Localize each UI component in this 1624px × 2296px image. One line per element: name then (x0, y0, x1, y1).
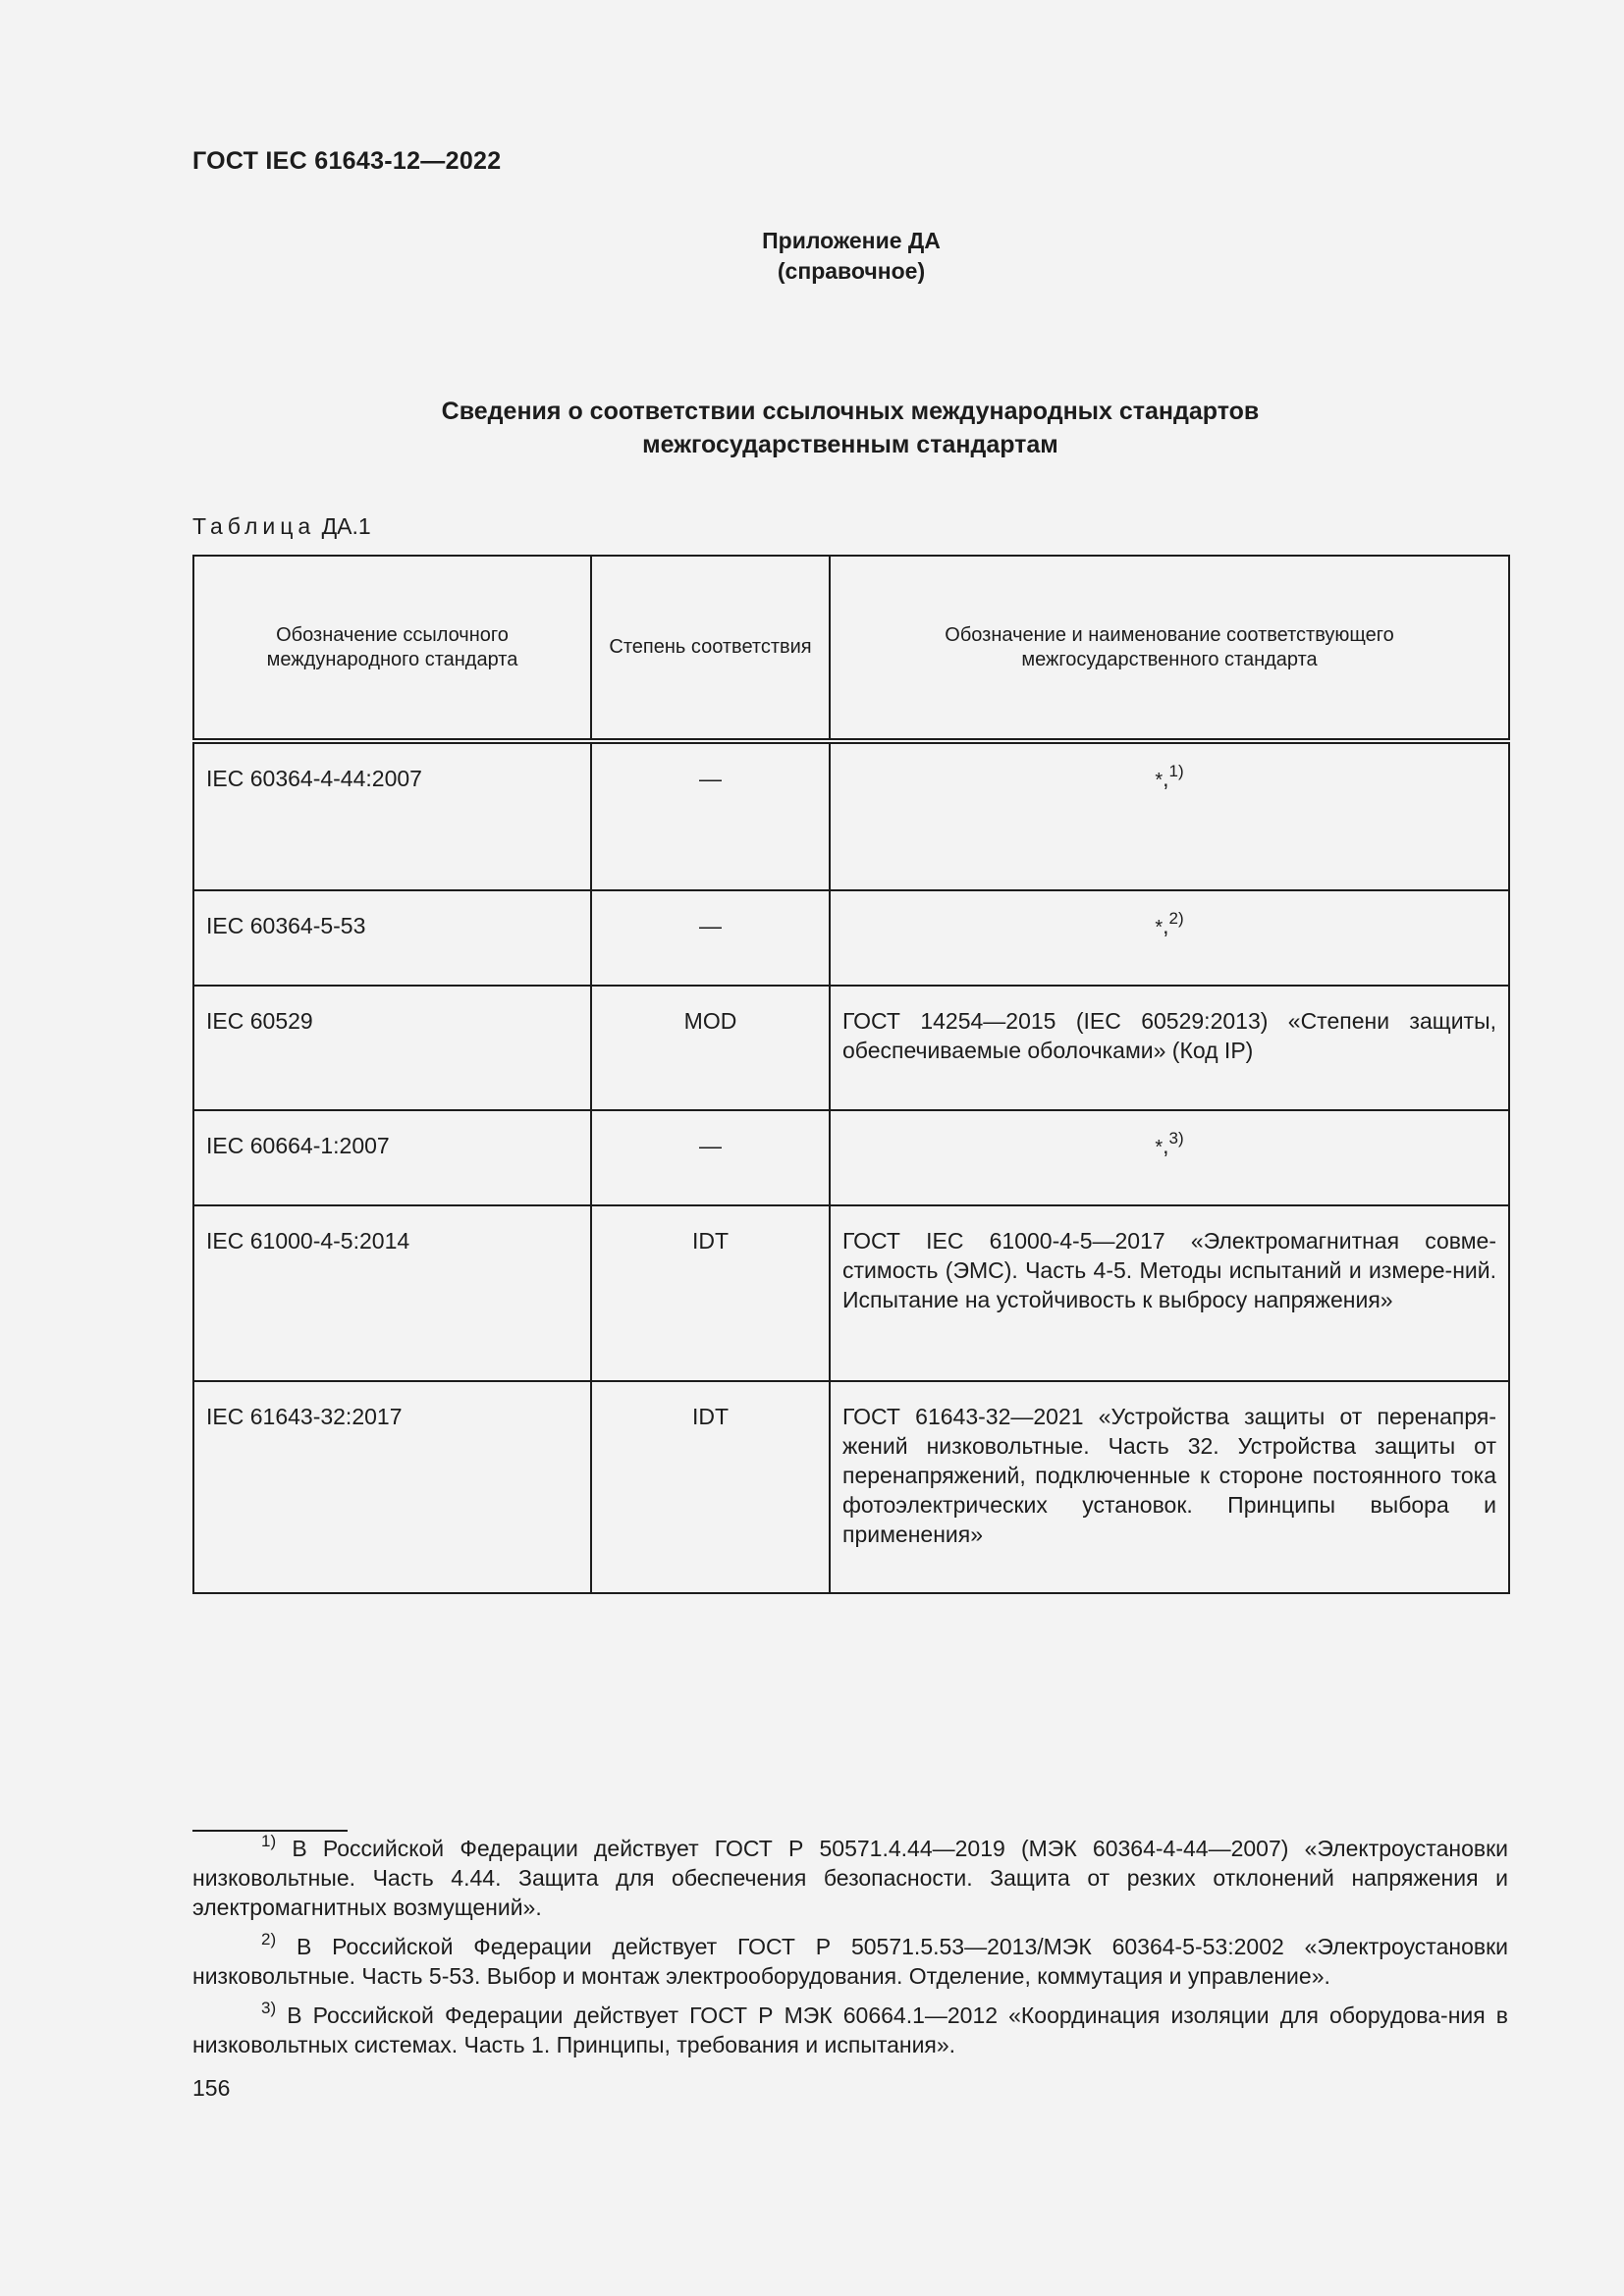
table-row (193, 1381, 1509, 1593)
table-row (193, 890, 1509, 986)
degree-cell: — (591, 741, 830, 890)
reference-cell: IEC 60364-4-44:2007 (193, 741, 591, 890)
footnote-text: В Российской Федерации действует ГОСТ Р 50571.4.44—2019 (МЭК 60364-4-44—2007) «Электроустановки низковольтные. Часть 4.44. Защита для обеспечения безопасности. Защита от резких отклонений напряжения и электромагнитных возмущений». (192, 1836, 1508, 1920)
asterisk-mark: * (1155, 1137, 1164, 1158)
standard-cell: ГОСТ IEC 61000-4-5—2017 «Электромагнитная совме-стимость (ЭМС). Часть 4-5. Методы испытаний и измере-ний. Испытание на устойчивость к выбросу напряжения» (830, 1205, 1509, 1381)
section-title (192, 395, 1508, 461)
table-row (193, 1110, 1509, 1205)
annex-subtitle: (справочное) (777, 258, 926, 284)
asterisk-mark: * (1155, 917, 1164, 938)
annex-title: Приложение ДА (762, 228, 941, 253)
reference-cell: IEC 61643-32:2017 (193, 1381, 591, 1593)
standard-cell: ГОСТ 61643-32—2021 «Устройства защиты от перенапря-жений низковольтные. Часть 32. Устройства защиты от перенапряжений, подключенные к стороне постоянного тока фотоэлектрических установок. Принципы выбора и применения» (830, 1381, 1509, 1593)
degree-cell: — (591, 890, 830, 986)
footnote (192, 1834, 1508, 1922)
table-row (193, 986, 1509, 1110)
degree-cell: — (591, 1110, 830, 1205)
asterisk-mark: * (1155, 770, 1164, 791)
column-header-standard: Обозначение и наименование соответствующего межгосударственного стандарта (830, 556, 1509, 741)
reference-cell: IEC 61000-4-5:2014 (193, 1205, 591, 1381)
footnote-ref: 2) (1168, 909, 1184, 928)
footnote (192, 1932, 1508, 1991)
section-title-line-2: межгосударственным стандартам (642, 431, 1058, 458)
standards-table (192, 555, 1510, 1594)
table-label (192, 513, 371, 540)
column-header-degree: Степень соответствия (591, 556, 830, 741)
table-row (193, 1205, 1509, 1381)
footnote-mark: 2) (261, 1930, 277, 1949)
footnote (192, 2001, 1508, 2059)
degree-cell: IDT (591, 1205, 830, 1381)
reference-cell: IEC 60529 (193, 986, 591, 1110)
degree-cell: IDT (591, 1381, 830, 1593)
table-row (193, 741, 1509, 890)
footnote-text: В Российской Федерации действует ГОСТ Р 50571.5.53—2013/МЭК 60364-5-53:2002 «Электроустановки низковольтные. Часть 5-53. Выбор и монтаж электрооборудования. Отделение, коммутация и управление». (192, 1934, 1508, 1989)
standard-cell (830, 1110, 1509, 1205)
table-label-number: ДА.1 (321, 513, 371, 539)
separator-mark: , (1163, 913, 1169, 938)
footnotes (192, 1834, 1508, 2069)
footnote-text: В Российской Федерации действует ГОСТ Р МЭК 60664.1—2012 «Координация изоляции для оборудова-ния в низковольтных системах. Часть 1. Принципы, требования и испытания». (192, 2002, 1508, 2057)
degree-cell: MOD (591, 986, 830, 1110)
reference-cell: IEC 60664-1:2007 (193, 1110, 591, 1205)
section-title-line-1: Сведения о соответствии ссылочных международных стандартов (441, 398, 1260, 425)
document-code: ГОСТ IEC 61643-12—2022 (192, 147, 502, 175)
page-number: 156 (192, 2075, 231, 2101)
standard-cell: ГОСТ 14254—2015 (IEC 60529:2013) «Степени защиты, обеспечиваемые оболочками» (Код IP) (830, 986, 1509, 1110)
table-label-word: Таблица (192, 513, 316, 539)
footnote-mark: 3) (261, 1999, 277, 2017)
footnote-ref: 3) (1168, 1129, 1184, 1148)
footnote-mark: 1) (261, 1832, 277, 1850)
standard-cell (830, 890, 1509, 986)
column-header-reference: Обозначение ссылочного международного стандарта (193, 556, 591, 741)
standard-cell (830, 741, 1509, 890)
separator-mark: , (1163, 1133, 1169, 1158)
annex-heading (0, 226, 1624, 287)
table-header-row (193, 556, 1509, 741)
footnote-ref: 1) (1168, 762, 1184, 780)
separator-mark: , (1163, 766, 1169, 791)
reference-cell: IEC 60364-5-53 (193, 890, 591, 986)
